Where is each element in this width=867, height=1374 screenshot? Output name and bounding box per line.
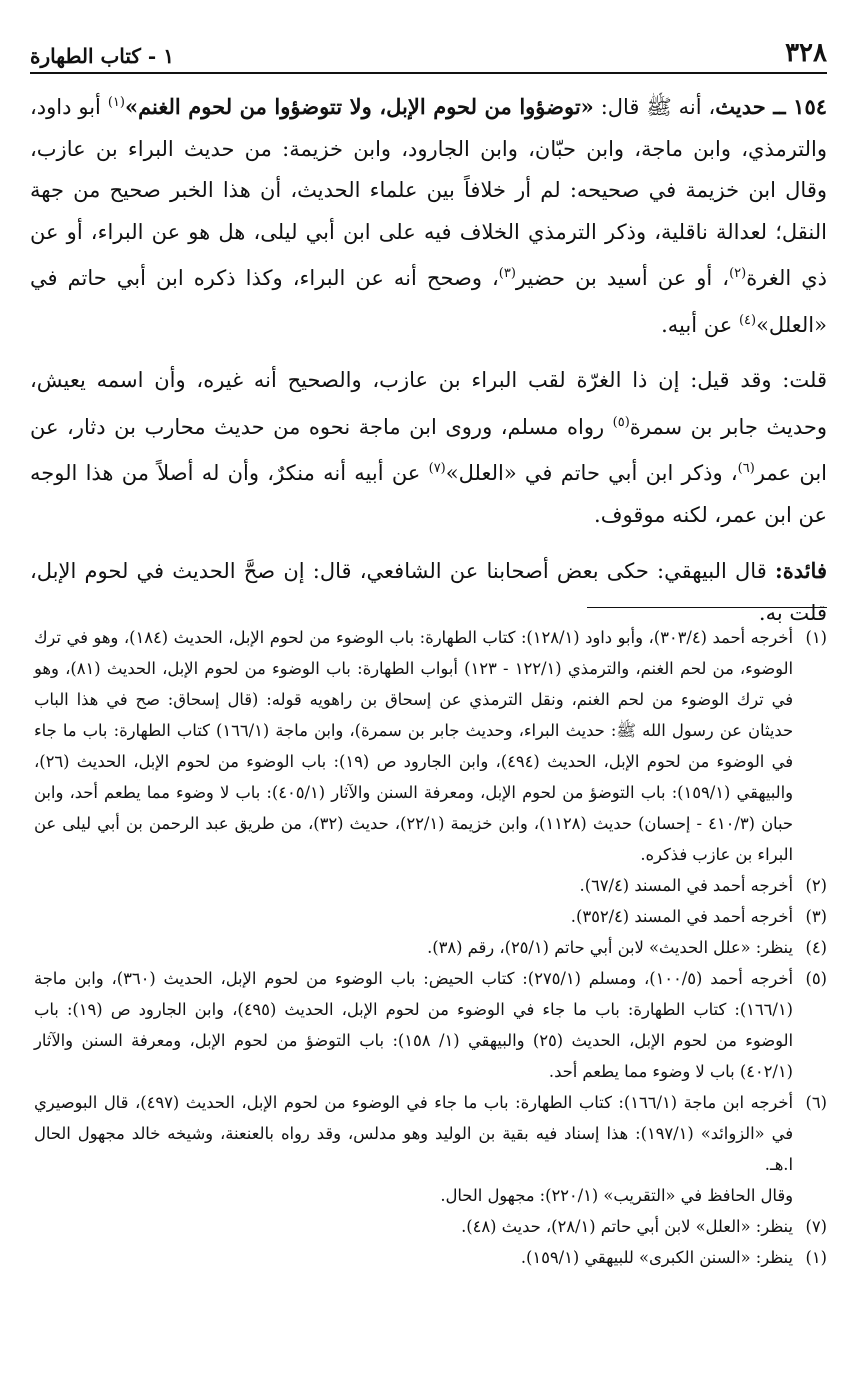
benefit-label: فائدة: bbox=[774, 558, 827, 583]
footnotes bbox=[34, 622, 827, 1273]
hadith-paragraph bbox=[30, 82, 827, 346]
footnote-number: (٣) bbox=[805, 907, 827, 926]
footnote-item bbox=[34, 1087, 827, 1180]
footnote-number: (٧) bbox=[805, 1217, 827, 1236]
footnote-number: (١) bbox=[805, 1248, 827, 1267]
footnote-ref: (٦) bbox=[737, 461, 755, 476]
footnote-text: ينظر: «السنن الكبرى» للبيهقي (١٥٩/١). bbox=[520, 1248, 793, 1267]
footnote-ref: (١) bbox=[107, 95, 125, 110]
footnote-text: أخرجه أحمد في المسند (٦٧/٤). bbox=[579, 876, 793, 895]
footnote-ref: (٧) bbox=[428, 461, 446, 476]
running-header bbox=[30, 28, 827, 74]
paragraph-text: ، أو عن أسيد بن حضير bbox=[515, 266, 730, 290]
footnote-item bbox=[34, 622, 827, 870]
footnote-item bbox=[34, 932, 827, 963]
footnote-item bbox=[34, 1242, 827, 1273]
paragraph-text: قال البيهقي: حكى بعض أصحابنا عن الشافعي، قال: إن صحَّ الحديث في لحوم الإبل، قلت به. bbox=[30, 559, 827, 625]
chapter-title: ١ - كتاب الطهارة bbox=[30, 44, 174, 68]
paragraph-text: رواه مسلم، وروى ابن ماجة نحوه من حديث محارب بن دثار، عن ابن عمر bbox=[30, 414, 827, 485]
footnote-ref: (٣) bbox=[498, 266, 516, 281]
hadith-text: «توضؤوا من لحوم الإبل، ولا تتوضؤوا من لحوم الغنم» bbox=[124, 94, 594, 119]
paragraph-text: عن أبيه. bbox=[661, 312, 739, 337]
footnote-number: (٥) bbox=[805, 969, 827, 988]
hadith-number-label: ١٥٤ ــ حديث bbox=[715, 94, 828, 119]
footnote-text: أخرجه أحمد (٣٠٣/٤)، وأبو داود (١٢٨/١): كتاب الطهارة: باب الوضوء من لحوم الإبل، الحديث (١٨٤)، وهو في ترك الوضوء، من لحم الغنم، والترمذي (١٢٢/١ - ١٢٣) أبواب الطهارة: باب الوضوء من لحوم الإبل، الحديث (٨١)، وهو في ترك الوضوء من لحم الغنم، ونقل الترمذي عن إسحاق بن راهويه قوله: (قال إسحاق: صح في هذا الباب حديثان عن رسول الله ﷺ: حديث البراء، وحديث جابر بن سمرة)، وابن ماجة (١٦٦/١) كتاب الطهارة: باب ما جاء في الوضوء من لحوم الإبل، الحديث (٤٩٤)، وابن الجارود ص (١٩): باب الوضوء من لحوم الإبل، الحديث (٢٦)، والبيهقي (١٥٩/١): باب التوضؤ من لحوم الإبل، ومعرفة السنن والآثار (٤٠٥/١): باب لا وضوء مما يطعم أحد، وابن حبان (٤١٠/٣ - إحسان) حديث (١١٢٨)، وابن خزيمة (٢٢/١)، حديث (٣٢)، من طريق عبد الرحمن بن أبي ليلى عن البراء بن عازب فذكره. bbox=[34, 628, 794, 864]
footnote-text: ينظر: «علل الحديث» لابن أبي حاتم (٢٥/١)، رقم (٣٨). bbox=[427, 938, 793, 957]
footnote-item bbox=[34, 901, 827, 932]
page-number: ٣٢٨ bbox=[785, 38, 827, 68]
footnote-item bbox=[34, 870, 827, 901]
footnote-item bbox=[34, 1211, 827, 1242]
paragraph-text: ، وذكر ابن أبي حاتم في «العلل» bbox=[445, 461, 738, 485]
footnote-number: (١) bbox=[805, 628, 827, 647]
footnote-continuation bbox=[34, 1180, 827, 1211]
footnote-ref: (٢) bbox=[729, 266, 747, 281]
paragraph-text: قلت: وقد قيل: إن ذا الغرّة لقب البراء بن عازب، والصحيح أنه غيره، وأن اسمه يعيش، وحديث جابر بن سمرة bbox=[30, 368, 827, 439]
comment-paragraph bbox=[30, 360, 827, 536]
footnote-text: ينظر: «العلل» لابن أبي حاتم (٢٨/١)، حديث (٤٨). bbox=[461, 1217, 793, 1236]
main-text bbox=[30, 82, 827, 634]
footnote-number: (٤) bbox=[805, 938, 827, 957]
footnote-item bbox=[34, 963, 827, 1087]
footnote-number: (٦) bbox=[805, 1093, 827, 1112]
footnote-number: (٢) bbox=[805, 876, 827, 895]
hadith-intro: ، أنه ﷺ قال: bbox=[593, 95, 716, 119]
footnote-divider bbox=[587, 607, 827, 608]
footnote-text: أخرجه ابن ماجة (١٦٦/١): كتاب الطهارة: باب ما جاء في الوضوء من لحوم الإبل، الحديث (٤٩٧)، قال البوصيري في «الزوائد» (١٩٧/١): هذا إسناد فيه بقية بن الوليد وهو مدلس، وقد رواه بالعنعنة، وشيخه خالد مجهول الحال ا.هـ. bbox=[34, 1093, 793, 1174]
footnote-ref: (٤) bbox=[738, 312, 757, 328]
paragraph-text: عن أبيه أنه منكرٌ، وأن له أصلاً من هذا الوجه عن ابن عمر، لكنه موقوف. bbox=[30, 461, 827, 527]
footnote-number bbox=[793, 1180, 827, 1211]
footnote-ref: (٥) bbox=[612, 414, 630, 430]
paragraph-text: أبو داود، والترمذي، وابن ماجة، وابن حبّان، وابن الجارود، وابن خزيمة: من حديث البراء بن عازب، وقال ابن خزيمة في صحيحه: لم أر خلافاً بين علماء الحديث، أن هذا الخبر صحيح من جهة النقل؛ لعدالة ناقلية، وذكر الترمذي الخلاف فيه على ابن أبي ليلى، هل هو عن البراء، أو عن ذي الغرة bbox=[30, 95, 827, 290]
footnote-text: أخرجه أحمد في المسند (٣٥٢/٤). bbox=[570, 907, 793, 926]
footnote-text: أخرجه أحمد (١٠٠/٥)، ومسلم (٢٧٥/١): كتاب الحيض: باب الوضوء من لحوم الإبل، الحديث (٣٦٠)، وابن ماجة (١٦٦/١): كتاب الطهارة: باب ما جاء في الوضوء من لحوم الإبل، الحديث (٤٩٥)، وابن الجارود ص (١٩): باب الوضوء من لحوم الإبل، الحديث (٢٥) والبيهقي (١/ ١٥٨): باب التوضؤ من لحوم الإبل، ومعرفة السنن والآثار (٤٠٢/١) باب لا وضوء مما يطعم أحد. bbox=[34, 969, 793, 1081]
paragraph-text: ، وصحح أنه عن البراء، وكذا ذكره ابن أبي حاتم في «العلل» bbox=[30, 266, 827, 337]
footnote-text: وقال الحافظ في «التقريب» (٢٢٠/١): مجهول الحال. bbox=[440, 1186, 793, 1205]
